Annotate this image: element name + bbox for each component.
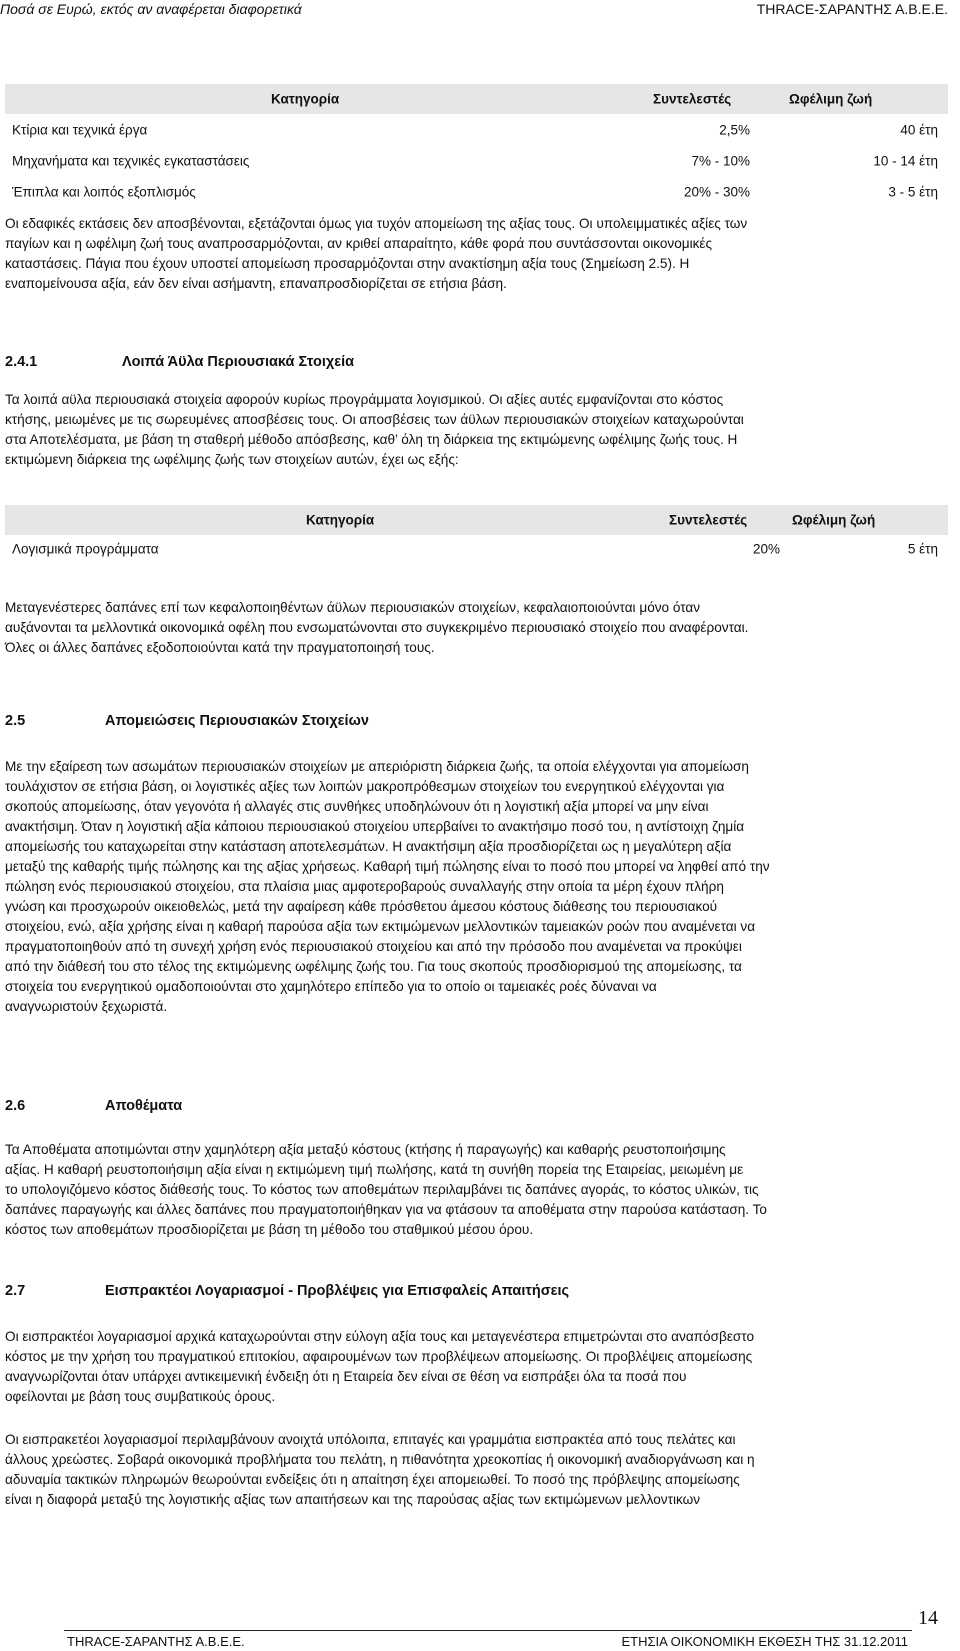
text-line: Μεταγενέστερες δαπάνες επί των κεφαλοποιηθέντων άϋλων περιουσιακών στοιχείων, κεφαλαιοποιούνται μόνο όταν xyxy=(5,600,701,615)
paragraph-impairment xyxy=(5,757,948,1017)
paragraph-inventories xyxy=(5,1140,948,1240)
text-line: αξίας. Η καθαρή ρευστοποιήσιμη αξία είναι η εκτιμώμενη τιμή πωλήσης, κατά τη συνήθη πορεία της Εταιρείας, μειωμένη με xyxy=(5,1162,744,1177)
section-title: Απομειώσεις Περιουσιακών Στοιχείων xyxy=(105,713,369,729)
text-line: αδυναμία τακτικών πληρωμών θεωρούνται ενδείξεις ότι η απαίτηση έχει απομειωθεί. Το ποσό της πρόβλεψης απομείωσης xyxy=(5,1472,740,1487)
text-line: εναπομείνουσα αξία, εάν δεν είναι ασήμαντη, επαναπροσδιορίζεται σε ετήσια βάση. xyxy=(5,276,507,291)
text-line: πώληση ενός περιουσιακού στοιχείου, στα πλαίσια μιας αμφοτεροβαρούς συναλλαγής στην οποία τα μέρη έχουν πλήρη xyxy=(5,879,724,894)
header-left-note: Ποσά σε Ευρώ, εκτός αν αναφέρεται διαφορετικά xyxy=(0,1,302,17)
text-line: από την διάθεσή του στο τέλος της εκτιμώμενης ωφέλιμης ζωής του. Για τους σκοπούς προσδιορισμού της απομείωσης, τα xyxy=(5,959,742,974)
paragraph-intangibles xyxy=(5,390,948,470)
section-title: Αποθέματα xyxy=(105,1098,183,1114)
text-line: Με την εξαίρεση των ασωμάτων περιουσιακών στοιχείων με απεριόριστη διάρκεια ζωής, τα οποία ελέγχονται για απομείωση xyxy=(5,759,749,774)
page-number: 14 xyxy=(918,1607,938,1629)
paragraph-receivables-detail xyxy=(5,1430,948,1510)
text-line: άλλους χρεώστες. Σοβαρά οικονομικά προβλήματα του πελάτη, η πιθανότητα χρεοκοπίας ή οικονομική αναδιοργάνωση και η xyxy=(5,1452,755,1467)
text-line: γνώση και προσχωρούν οικειοθελώς, μετά την αφαίρεση κάθε πρόσθετου άμεσου κόστους διάθεσης του περιουσιακού xyxy=(5,899,718,914)
text-line: στοιχείου, ενώ, αξία χρήσης είναι η καθαρή παρούσα αξία των εκτιμώμενων μελλοντικών ταμειακών ροών που αναμένεται να xyxy=(5,919,756,934)
footer-report-title: ΕΤΗΣΙΑ ΟΙΚΟΝΟΜΙΚΗ ΕΚΘΕΣΗ ΤΗΣ 31.12.2011 xyxy=(621,1634,908,1649)
section-title: Εισπρακτέοι Λογαριασμοί - Προβλέψεις για Επισφαλείς Απαιτήσεις xyxy=(105,1283,570,1299)
text-line: κόστος με την χρήση του πραγματικού επιτοκίου, αφαιρουμένων των προβλέψεων απομείωσης. Οι προβλέψεις απομείωσης xyxy=(5,1349,753,1364)
col-header-rates: Συντελεστές xyxy=(669,512,748,528)
text-line: Οι εισπρακετέοι λογαριασμοί περιλαμβάνουν ανοιχτά υπόλοιπα, επιταγές και γραμμάτια εισπρακτέα από τους πελάτες και xyxy=(5,1432,736,1447)
section-number: 2.4.1 xyxy=(5,354,38,370)
row-rate: 7% - 10% xyxy=(691,153,750,168)
text-line: το υπολογιζόμενο κόστος διάθεσής τους. Το κόστος των αποθεμάτων περιλαμβάνει τις δαπάνες αγοράς, το κόστος υλικών, τις xyxy=(5,1182,759,1197)
text-line: παγίων και η ωφέλιμη ζωή τους αναπροσαρμόζονται, αν κριθεί απαραίτητο, κάθε φορά που συντάσσονται οικονομικές xyxy=(5,236,713,251)
text-line: καταστάσεις. Πάγια που έχουν υποστεί απομείωση προσαρμόζονται στην ανακτίσημη αξία τους (Σημείωση 2.5). Η xyxy=(5,256,690,271)
text-line: απομείωσής του καταχωρείται στην κατάσταση αποτελεσμάτων. Η ανακτήσιμη αξία προσδιορίζεται ως η μεγαλύτερη αξία xyxy=(5,839,732,854)
paragraph-subsequent-costs xyxy=(5,598,948,658)
text-line: στα Αποτελέσματα, με βάση τη σταθερή μέθοδο απόσβεσης, καθ’ όλη τη διάρκεια της εκτιμώμενης ωφέλιμης ζωής τους. Η xyxy=(5,432,738,447)
row-rate: 20% - 30% xyxy=(683,184,750,199)
col-header-category: Κατηγορία xyxy=(306,512,375,528)
text-line: οφείλονται με βάση τους συμβατικούς όρους. xyxy=(5,1389,276,1404)
table-header xyxy=(5,84,948,114)
table-row xyxy=(5,114,948,145)
text-line: Όλες οι άλλες δαπάνες εξοδοποιούνται κατά την πραγματοποιησή τους. xyxy=(5,640,435,655)
text-line: κόστος των αποθεμάτων προσδιορίζεται με βάση τη μέθοδο του σταθμικού μέσου όρου. xyxy=(5,1222,534,1237)
row-category: Λογισμικά προγράμματα xyxy=(12,541,159,557)
section-number: 2.6 xyxy=(5,1098,26,1114)
text-line: τουλάχιστον σε ετήσια βάση, οι λογιστικές αξίες των λοιπών μακροπρόθεσμων στοιχείων του ενεργητικού ελέγχονται για xyxy=(5,779,725,794)
text-line: αυξάνονται τα μελλοντικά οικονομικά οφέλη που ενσωματώνονται στο συγκεκριμένο περιουσιακό στοιχείο που αναφέρονται. xyxy=(5,620,749,635)
row-category: Έπιπλα και λοιπός εξοπλισμός xyxy=(12,184,196,199)
text-line: στοιχεία του ενεργητικού ομαδοποιούνται στο χαμηλότερο επίπεδο για το οποίο οι ταμειακές ροές δύναναι να xyxy=(5,979,657,994)
text-line: είναι η διαφορά μεταξύ της λογιστικής αξίας των απαιτήσεων και της παρούσας αξίας των εκτιμώμενων μελλοντικων xyxy=(5,1492,701,1507)
text-line: Τα Αποθέματα αποτιμώνται στην χαμηλότερη αξία μεταξύ κόστους (κτήσης ή παραγωγής) και καθαρής ρευστοποιήσιμης xyxy=(5,1142,726,1157)
row-category: Μηχανήματα και τεχνικές εγκαταστάσεις xyxy=(12,153,250,168)
text-line: Τα λοιπά αϋλα περιουσιακά στοιχεία αφορούν κυρίως προγράμματα λογισμικού. Οι αξίες αυτές εμφανίζονται στο κόστος xyxy=(5,392,724,407)
row-rate: 2,5% xyxy=(719,122,750,137)
text-line: κτήσης, μειωμένες με τις σωρευμένες αποσβέσεις τους. Οι αποσβέσεις των άϋλων περιουσιακών στοιχείων καταχωρούνται xyxy=(5,412,744,427)
table-row xyxy=(5,535,948,563)
text-line: εκτιμώμενη διάρκεια της ωφέλιμης ζωής των στοιχείων αυτών, έχει ως εξής: xyxy=(5,452,459,467)
row-category: Κτίρια και τεχνικά έργα xyxy=(12,122,148,137)
section-number: 2.7 xyxy=(5,1283,26,1299)
row-life: 10 - 14 έτη xyxy=(873,153,938,168)
text-line: μεταξύ της καθαρής τιμής πώλησης και της αξίας χρήσεως. Καθαρή τιμή πώλησης είναι το ποσό που μπορεί να ληφθεί από την xyxy=(5,859,770,874)
header-company: THRACE-ΣΑΡΑΝΤΗΣ Α.Β.Ε.Ε. xyxy=(756,1,948,17)
text-line: Οι εδαφικές εκτάσεις δεν αποσβένονται, εξετάζονται όμως για τυχόν απομείωση της αξίας τους. Οι υπολειμματικές αξίες των xyxy=(5,216,748,231)
section-number: 2.5 xyxy=(5,713,26,729)
footer-rule xyxy=(64,1630,912,1631)
software-table xyxy=(5,505,948,563)
text-line: ανακτήσιμη. Όταν η λογιστική αξία κάποιου περιουσιακού στοιχείου υπερβαίνει το ανακτήσιμο ποσό του, η αντίστοιχη ζημία xyxy=(5,819,745,834)
row-life: 3 - 5 έτη xyxy=(888,184,938,199)
text-line: δαπάνες παραγωγής και άλλες δαπάνες που πραγματοποιήθηκαν για να φτάσουν τα αποθέματα στην παρούσα κατάσταση. Το xyxy=(5,1202,767,1217)
col-header-category: Κατηγορία xyxy=(271,91,340,107)
col-header-rates: Συντελεστές xyxy=(653,91,732,107)
row-life: 40 έτη xyxy=(900,122,938,137)
col-header-useful-life: Ωφέλιμη ζωή xyxy=(789,91,873,107)
footer-company: THRACE-ΣΑΡΑΝΤΗΣ Α.Β.Ε.Ε. xyxy=(67,1634,245,1649)
text-line: αναγνωρίζονται όταν υπάρχει αντικειμενική ένδειξη ότι η Εταιρεία δεν είναι σε θέση να εισπράξει όλα τα ποσά που xyxy=(5,1369,687,1384)
text-line: αναγνωριστούν ξεχωριστά. xyxy=(5,999,168,1014)
row-life: 5 έτη xyxy=(907,541,938,557)
paragraph-land-and-residuals xyxy=(5,214,948,294)
text-line: σκοπούς απομείωσης, όταν γεγονότα ή αλλαγές στις συνθήκες υποδηλώνουν ότι η λογιστική αξία μπορεί να μην είναι xyxy=(5,799,709,814)
paragraph-receivables xyxy=(5,1327,948,1407)
text-line: Οι εισπρακτέοι λογαριασμοί αρχικά καταχωρούνται στην εύλογη αξία τους και μεταγενέστερα επιμετρώνται στο αναπόσβεστο xyxy=(5,1329,755,1344)
table-header xyxy=(5,505,948,535)
table-row xyxy=(5,176,948,207)
row-rate: 20% xyxy=(752,541,780,557)
section-title: Λοιπά Άϋλα Περιουσιακά Στοιχεία xyxy=(122,354,355,370)
text-line: πραγματοποιηθούν από τη συνεχή χρήση ενός περιουσιακού στοιχείου και από την πρόσοδο που αναμένεται να προκύψει xyxy=(5,939,742,954)
col-header-useful-life: Ωφέλιμη ζωή xyxy=(792,512,876,528)
table-row xyxy=(5,145,948,176)
depreciation-table xyxy=(5,84,948,207)
